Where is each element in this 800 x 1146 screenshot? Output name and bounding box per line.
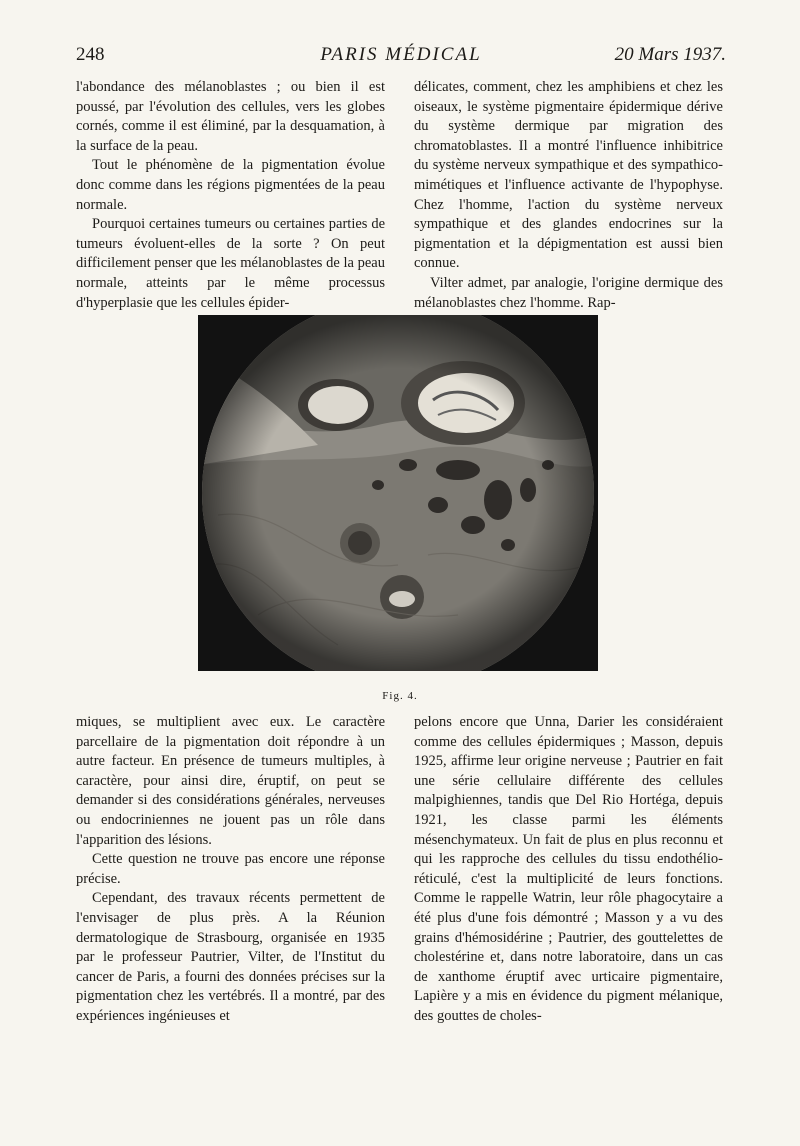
text-column-bottom-left (76, 713, 385, 1027)
paragraph: Pourquoi certaines tumeurs ou certaines parties de tumeurs évoluent-elles de la sorte ? On peut difficilement penser que les mélanoblastes de la peau normale, atteints par le même processus d'hyperplasie que les cellules épider- (76, 216, 385, 311)
paragraph: Tout le phénomène de la pigmentation évolue donc comme dans les régions pigmentées de la peau normale. (76, 157, 385, 213)
micrograph-figure (198, 315, 598, 671)
page-header (76, 44, 726, 72)
issue-date: 20 Mars 1937. (614, 44, 726, 65)
paragraph: Cependant, des travaux récents permettent de l'envisager de plus près. A la Réunion dermatologique de Strasbourg, organisée en 1935 par le professeur Pautrier, Vilter, de l'Institut du cancer de Paris, a fourni des données précises sur la pigmentation chez les vertébrés. Il a montré, par des expériences ingénieuses et (76, 890, 385, 1024)
paragraph: l'abondance des mélanoblastes ; ou bien il est poussé, par l'évolution des cellules, vers les globes cornés, comme il est éliminé, par la desquamation, à la surface de la peau. (76, 79, 385, 154)
paragraph: Vilter admet, par analogie, l'origine dermique des mélanoblastes chez l'homme. Rap- (414, 274, 723, 311)
journal-title: PARIS MÉDICAL (320, 44, 482, 65)
text-column-bottom-right (414, 713, 723, 1027)
text-column-top-right (414, 78, 723, 313)
paragraph: miques, se multiplient avec eux. Le caractère parcellaire de la pigmentation doit répondre à un autre facteur. En présence de tumeurs multiples, à caractère, pour ainsi dire, éruptif, on peut se demander si des considérations générales, nerveuses ou endocriniennes ne jouent pas un rôle dans l'apparition des lésions. (76, 714, 385, 848)
paragraph: délicates, comment, chez les amphibiens et chez les oiseaux, le système pigmentaire épidermique dérive du système dermique par migration des chromatoblastes. Il a montré l'influence inhibitrice du système nerveux sympathique et des sympathico-mimétiques et l'influence activante de l'hypophyse. Chez l'homme, l'action du système nerveux sympathique et des glandes endocrines sur la pigmentation et la dépigmentation est aussi bien connue. (414, 79, 723, 272)
paragraph: pelons encore que Unna, Darier les considéraient comme des cellules épidermiques ; Masson, depuis 1925, affirme leur origine nerveuse ; Pautrier en fait une série cellulaire différente des cellules malpighiennes, tandis que Del Rio Hortéga, depuis 1921, les classe parmi les éléments mésenchymateux. Un fait de plus en plus reconnu et qui les rapproche des cellules du tissu endothélio-réticulé, c'est la multiplicité de leurs fonctions. Comme le rappelle Watrin, leur rôle phagocytaire a été plus d'une fois démontré ; Masson y a vu des grains d'hémosidérine ; Pautrier, des gouttelettes de cholestérine et, dans notre laboratoire, dans un cas de xanthome éruptif avec urticaire pigmentaire, Lapière y a mis en évidence du pigment mélanique, des gouttes de choles- (414, 714, 723, 1024)
page-number: 248 (76, 44, 105, 65)
figure-caption: Fig. 4. (382, 690, 418, 702)
text-column-top-left (76, 78, 385, 313)
micrograph-image (198, 315, 598, 671)
paragraph: Cette question ne trouve pas encore une réponse précise. (76, 851, 385, 887)
